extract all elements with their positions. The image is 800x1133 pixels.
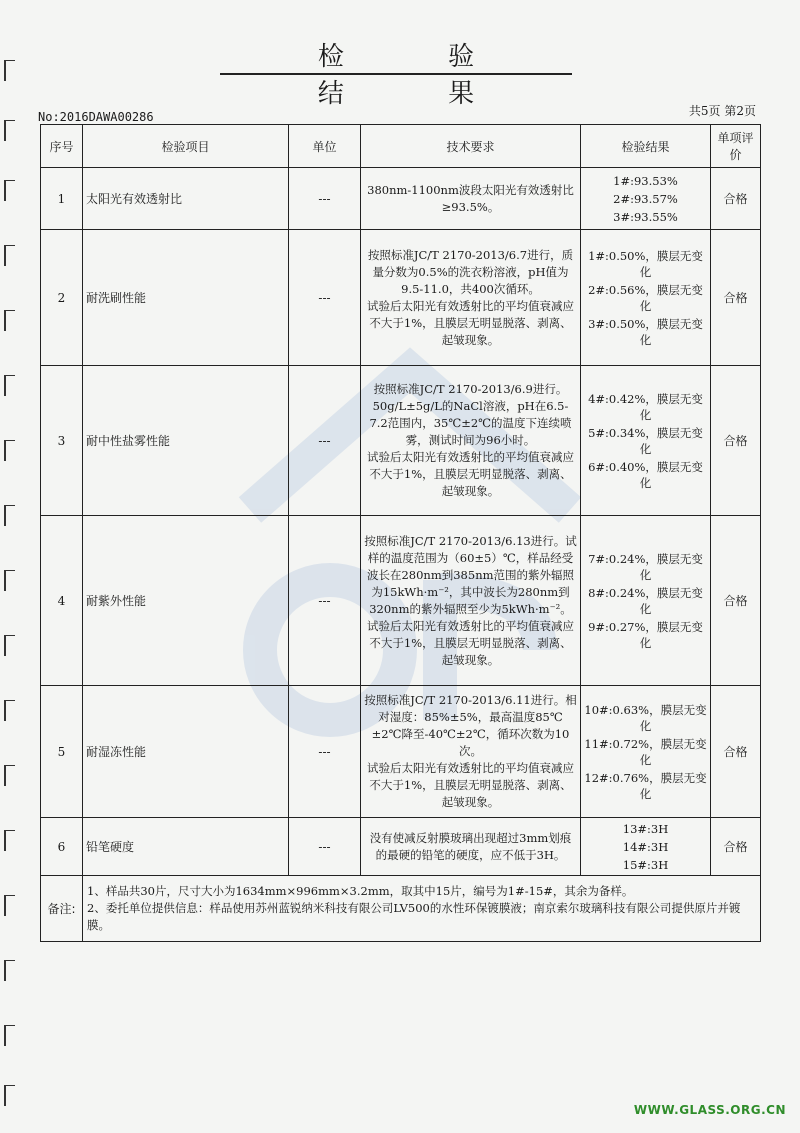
cell-result (581, 818, 711, 876)
note-line: 2、委托单位提供信息：样品使用苏州蓝锐纳米科技有限公司LV500的水性环保镀膜液；南京索尔玻璃科技有限公司提供原片并镀膜。 (87, 901, 741, 932)
cell-unit: --- (289, 818, 361, 876)
cell-unit: --- (289, 516, 361, 686)
col-header-unit: 单位 (289, 125, 361, 168)
cell-seq: 2 (41, 230, 83, 366)
requirement-text: 380nm-1100nm波段太阳光有效透射比≥93.5%。 (367, 182, 574, 214)
requirement-text: 试验后太阳光有效透射比的平均值衰减应不大于1%，且膜层无明显脱落、剥离、起皱现象。 (367, 761, 574, 809)
cell-requirement (361, 516, 581, 686)
requirement-text: 试验后太阳光有效透射比的平均值衰减应不大于1%，且膜层无明显脱落、剥离、起皱现象。 (367, 618, 574, 667)
col-header-judgement: 单项评价 (711, 125, 761, 168)
result-line: 15#:3H (622, 857, 669, 872)
result-line: 1#:0.50%，膜层无变化 (588, 248, 703, 279)
note-line: 1、样品共30片，尺寸大小为1634mm×996mm×3.2mm，取其中15片，编号为1#-15#，其余为备样。 (87, 884, 634, 898)
table-row (41, 516, 761, 686)
result-line: 2#:0.56%，膜层无变化 (588, 282, 703, 313)
result-line: 8#:0.24%，膜层无变化 (588, 585, 703, 616)
cell-seq: 1 (41, 168, 83, 230)
requirement-text: 试验后太阳光有效透射比的平均值衰减应不大于1%，且膜层无明显脱落、剥离、起皱现象。 (367, 450, 574, 498)
requirement-text: 按照标准JC/T 2170-2013/6.7进行，质量分数为0.5%的洗衣粉溶液，pH值为9.5-11.0，共400次循环。 (367, 247, 574, 296)
binding-marks (0, 0, 14, 1133)
result-line: 2#:93.57% (613, 191, 678, 206)
result-line: 12#:0.76%，膜层无变化 (584, 770, 707, 801)
table-row (41, 168, 761, 230)
cell-result (581, 366, 711, 516)
result-table (40, 124, 761, 942)
footer-site-url: WWW.GLASS.ORG.CN (633, 1103, 786, 1117)
result-line: 4#:0.42%，膜层无变化 (588, 391, 703, 422)
cell-requirement (361, 168, 581, 230)
cell-result (581, 168, 711, 230)
result-line: 9#:0.27%，膜层无变化 (588, 619, 703, 650)
table-row (41, 230, 761, 366)
requirement-text: 按照标准JC/T 2170-2013/6.13进行。试样的温度范围为（60±5）℃，样品经受波长在280nm到385nm范围的紫外辐照为15kWh·m⁻²，其中波长为280nm到320nm的紫外辐照至少为5kWh·m⁻²。 (364, 533, 577, 616)
cell-requirement (361, 686, 581, 818)
requirement-text: 没有使减反射膜玻璃出现超过3mm划痕的最硬的铅笔的硬度，应不低于3H。 (369, 830, 572, 862)
cell-result (581, 230, 711, 366)
cell-unit: --- (289, 686, 361, 818)
cell-judgement: 合格 (711, 686, 761, 818)
result-line: 3#:93.55% (613, 209, 678, 224)
cell-unit: --- (289, 366, 361, 516)
cell-item: 耐湿冻性能 (83, 686, 289, 818)
cell-seq: 5 (41, 686, 83, 818)
requirement-text: 按照标准JC/T 2170-2013/6.11进行。相对湿度：85%±5%，最高温度85℃±2℃降至-40℃±2℃，循环次数为10次。 (364, 693, 577, 758)
cell-judgement: 合格 (711, 230, 761, 366)
table-header-row (41, 125, 761, 168)
cell-unit: --- (289, 230, 361, 366)
cell-judgement: 合格 (711, 168, 761, 230)
table-row (41, 686, 761, 818)
table-row (41, 818, 761, 876)
cell-judgement: 合格 (711, 516, 761, 686)
result-line: 3#:0.50%，膜层无变化 (588, 316, 703, 347)
cell-item: 耐紫外性能 (83, 516, 289, 686)
notes-label: 备注: (41, 876, 83, 942)
notes-row (41, 876, 761, 942)
cell-item: 耐中性盐雾性能 (83, 366, 289, 516)
result-line: 11#:0.72%，膜层无变化 (584, 736, 707, 767)
cell-item: 太阳光有效透射比 (83, 168, 289, 230)
cell-judgement: 合格 (711, 818, 761, 876)
cell-requirement (361, 230, 581, 366)
cell-seq: 3 (41, 366, 83, 516)
cell-result (581, 686, 711, 818)
col-header-item: 检验项目 (83, 125, 289, 168)
cell-unit: --- (289, 168, 361, 230)
cell-judgement: 合格 (711, 366, 761, 516)
result-line: 1#:93.53% (613, 173, 678, 188)
col-header-result: 检验结果 (581, 125, 711, 168)
col-header-seq: 序号 (41, 125, 83, 168)
result-line: 10#:0.63%，膜层无变化 (584, 702, 707, 733)
notes-cell (83, 876, 761, 942)
page-title: 检 验 结 果 (317, 42, 523, 109)
result-line: 14#:3H (622, 839, 669, 854)
table-row (41, 366, 761, 516)
requirement-text: 按照标准JC/T 2170-2013/6.9进行。50g/L±5g/L的NaCl溶液，pH在6.5-7.2范围内，35℃±2℃的温度下连续喷雾，测试时间为96小时。 (369, 382, 572, 447)
col-header-requirement: 技术要求 (361, 125, 581, 168)
report-number: No:2016DAWA00286 (38, 110, 154, 124)
result-line: 5#:0.34%，膜层无变化 (588, 425, 703, 456)
requirement-text: 试验后太阳光有效透射比的平均值衰减应不大于1%，且膜层无明显脱落、剥离、起皱现象。 (367, 298, 574, 347)
result-line: 13#:3H (622, 821, 669, 836)
cell-requirement (361, 366, 581, 516)
title-underline (220, 73, 572, 75)
cell-seq: 4 (41, 516, 83, 686)
cell-result (581, 516, 711, 686)
cell-requirement (361, 818, 581, 876)
cell-item: 铅笔硬度 (83, 818, 289, 876)
cell-seq: 6 (41, 818, 83, 876)
result-line: 6#:0.40%，膜层无变化 (588, 459, 703, 490)
cell-item: 耐洗刷性能 (83, 230, 289, 366)
result-line: 7#:0.24%，膜层无变化 (588, 551, 703, 582)
page-info: 共5页 第2页 (688, 104, 756, 118)
